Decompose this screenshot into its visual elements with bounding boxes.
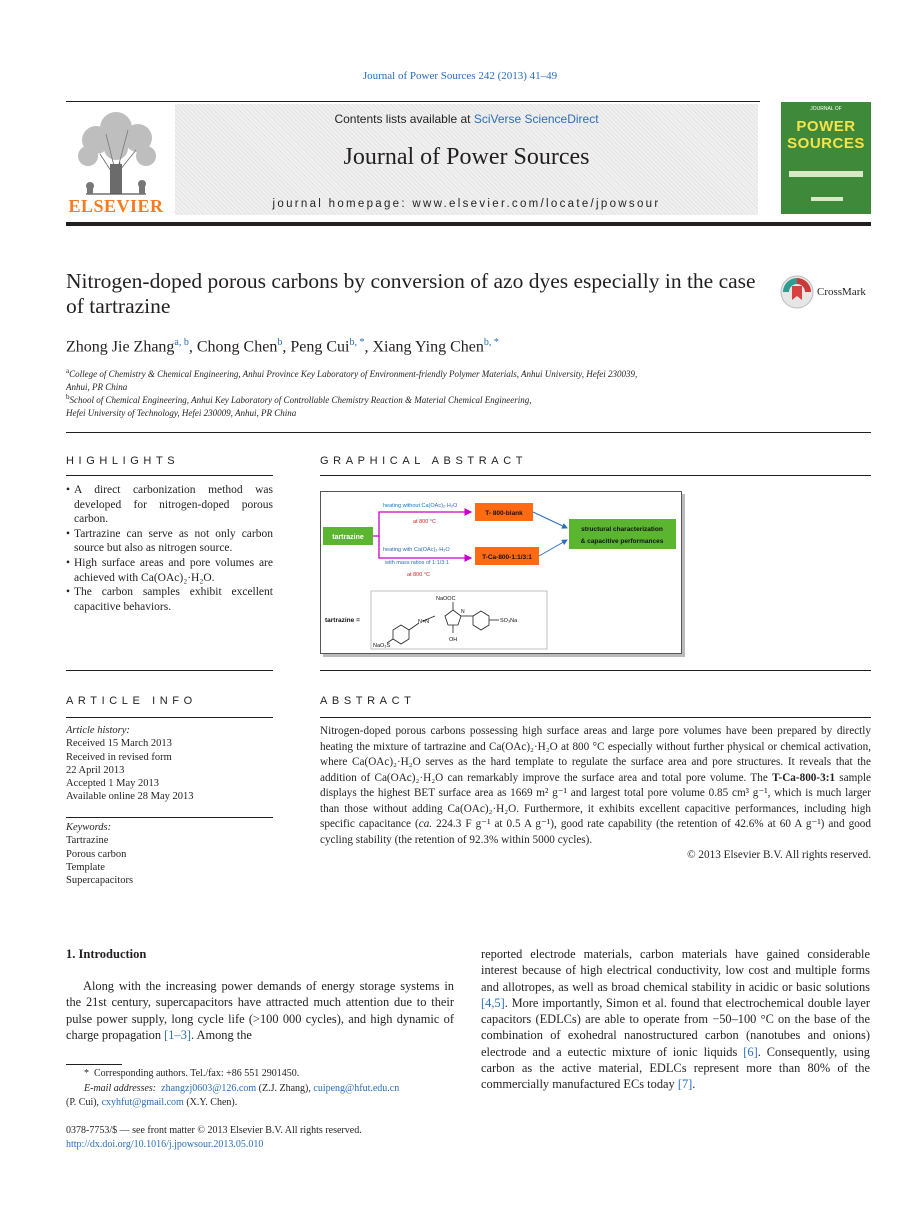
bottom-matter — [66, 1124, 362, 1152]
naooc-group: NaOOC — [436, 596, 456, 602]
reference-link[interactable]: [6] — [743, 1044, 758, 1059]
email-owner: (Z.J. Zhang), — [258, 1082, 311, 1094]
pyrazole-n: N — [461, 609, 465, 615]
email-link[interactable]: cuipeng@hfut.edu.cn — [313, 1082, 400, 1094]
footnote-corresponding — [66, 1067, 454, 1082]
reference-link[interactable]: [1–3] — [164, 1027, 192, 1042]
keywords-rule — [66, 817, 273, 818]
footnote-emails — [66, 1082, 454, 1097]
history-item: Received in revised form — [66, 751, 172, 763]
header-thick-rule — [66, 222, 871, 226]
email-link[interactable]: zhangzj0603@126.com — [161, 1082, 257, 1094]
tartrazine-box-label: tartrazine — [332, 534, 364, 541]
journal-citation[interactable]: Journal of Power Sources 242 (2013) 41–49 — [362, 70, 558, 82]
affiliation-line: Hefei University of Technology, Hefei 230009, Anhui, PR China — [66, 408, 297, 418]
upper-condition: heating without Ca(OAc)₂·H₂O — [383, 503, 458, 509]
email-owner: (X.Y. Chen). — [186, 1097, 238, 1109]
highlight-item: • The carbon samples exhibit excellent capacitive behaviors. — [66, 585, 273, 614]
lower-temp: at 800 °C — [407, 572, 430, 578]
affiliation-mark: b — [66, 393, 70, 401]
email-owner: (P. Cui), — [66, 1097, 100, 1109]
body-text: . — [692, 1077, 696, 1092]
contents-prefix: Contents lists available at — [334, 112, 474, 126]
article-info-rule — [66, 717, 273, 718]
abstract-ca: ca. — [418, 818, 433, 830]
keyword: Supercapacitors — [66, 875, 134, 887]
author-name: Zhong Jie Zhang — [66, 338, 175, 356]
lower-ratio: with mass ratios of 1:1/3:1 — [385, 560, 449, 566]
highlights-heading: HIGHLIGHTS — [66, 455, 180, 467]
body-text: Along with the increasing power demands of energy storage systems in the 21st century, supercapacitors have attracted much attention due to their pulse power supply, long cycle life (>100 000 cycles), and high dynamic of charge propagation — [66, 979, 454, 1042]
nao3s-group: NaO₃S — [373, 643, 391, 649]
abstract-heading: ABSTRACT — [320, 695, 416, 707]
keyword: Tartrazine — [66, 835, 109, 847]
lower-condition: heating with Ca(OAc)₂·H₂O — [383, 547, 450, 553]
highlight-item: • A direct carbonization method was developed for nitrogen-doped porous carbon. — [66, 483, 273, 527]
cover-title: POWER SOURCES — [787, 118, 865, 152]
crossmark-label[interactable]: CrossMark — [817, 286, 866, 298]
graphical-abstract-heading: GRAPHICAL ABSTRACT — [320, 455, 528, 467]
journal-cover — [781, 102, 871, 214]
author-name: Chong Chen — [196, 338, 278, 356]
affiliation-a — [66, 365, 786, 394]
highlights-list — [66, 483, 273, 614]
author-affiliation-mark[interactable]: b, * — [483, 337, 499, 348]
abstract-part: Nitrogen-doped porous carbons possessing high surface areas and large pore volumes have been prepared by directly heating the mixture of tartrazine and Ca(OAc)₂·H₂O at 800 °C especially without further physical or chemical activation, where Ca(OAc)₂·H₂O serves as the hard template to regulate the surface area and pore structures. It reveals that the addition of Ca(OAc)₂·H₂O can remarkably improve the surface area and total pore volume. The — [320, 725, 871, 784]
highlight-item: • Tartrazine can serve as not only carbon source but also as nitrogen source. — [66, 527, 273, 556]
author-name: Peng Cui — [290, 338, 350, 356]
contents-line — [175, 112, 758, 126]
history-item: Accepted 1 May 2013 — [66, 778, 160, 790]
affiliation-mark: a — [66, 367, 70, 375]
highlight-item: • High surface areas and pore volumes are achieved with Ca(OAc)₂·H₂O. — [66, 556, 273, 585]
footnote — [66, 1067, 454, 1111]
abstract-rule — [320, 717, 871, 718]
article-title: Nitrogen-doped porous carbons by conversion of azo dyes especially in the case of tartrazine — [66, 269, 756, 318]
tca800-label: T-Ca-800-1:1/3:1 — [482, 554, 532, 561]
author-affiliation-mark[interactable]: b, * — [349, 337, 365, 348]
cover-strip — [789, 171, 863, 177]
graphical-abstract-bottom-rule — [320, 670, 871, 671]
history-item: Received 15 March 2013 — [66, 738, 172, 750]
body-column-right — [481, 946, 870, 1093]
abstract-part: sample displays the highest BET surface area as 1669 m² g⁻¹ and largest total pore volume 0.85 cm³ g⁻¹, which is much larger than those without adding Ca(OAc)₂·H₂O. Furthermore, it exhibits excellent capacitive performances, including high specific capacitance ( — [320, 771, 871, 830]
structure-label: tartrazine = — [325, 617, 360, 624]
header-rule — [66, 101, 760, 102]
cover-journal-of: JOURNAL OF — [810, 106, 842, 112]
affiliation-line: Anhui, PR China — [66, 382, 128, 392]
keyword: Template — [66, 861, 105, 873]
journal-homepage[interactable]: journal homepage: www.elsevier.com/locate/jpowsour — [272, 198, 661, 210]
author-affiliation-mark[interactable]: a, b — [174, 337, 189, 348]
email-label: E-mail addresses: — [84, 1082, 157, 1094]
oh-group: OH — [449, 637, 458, 643]
reference-link[interactable]: [4,5] — [481, 995, 505, 1010]
history-item: 22 April 2013 — [66, 764, 125, 776]
elsevier-wordmark: ELSEVIER — [68, 196, 164, 216]
upper-merge-arrow — [533, 512, 567, 528]
upper-temp: at 800 °C — [413, 519, 436, 525]
highlights-rule — [66, 475, 273, 476]
body-text: . More importantly, Simon et al. found that electrochemical double layer capacitors (EDLCs) are able to operate from −50–100 °C on the base of the combination of exohedral nanostructured carbon (nanotubes and onions) electrode and a eutectic mixture of ionic liquids — [481, 995, 870, 1059]
abstract-part: 224.3 F g⁻¹ at 0.5 A g⁻¹), good rate capability (the retention of 42.6% at 60 A g⁻¹) and good cycling stability (the retention of 92.3% within 5000 cycles). — [320, 818, 871, 846]
affiliation-line — [66, 365, 786, 381]
so3na-group: SO₃Na — [500, 618, 518, 624]
crossmark-icon[interactable] — [779, 274, 815, 310]
footnote-corresponding-text: Corresponding authors. Tel./fax: +86 551 2901450. — [94, 1068, 300, 1079]
footnote-star: * — [84, 1068, 89, 1079]
affiliation-line — [66, 391, 786, 407]
affiliation-text: College of Chemistry & Chemical Engineering, Anhui Province Key Laboratory of Environment-friendly Polymer Materials, Anhui University, Hefei 230039, — [69, 369, 638, 379]
highlights-bottom-rule — [66, 670, 273, 671]
body-column-left — [66, 978, 454, 1043]
keyword: Porous carbon — [66, 848, 127, 860]
structure-frame — [371, 591, 547, 649]
author-list: Zhong Jie Zhang$^{a, b}$, Chong Chen$^b$, Peng Cui$^{b, *}$, Xiang Ying Chen$^{b, *}$ — [66, 337, 499, 356]
abstract-text — [320, 724, 871, 864]
keywords-label: Keywords: — [66, 822, 112, 833]
lower-merge-arrow — [539, 540, 567, 556]
doi-link[interactable]: http://dx.doi.org/10.1016/j.jpowsour.2013.05.010 — [66, 1139, 264, 1150]
issn-line: 0378-7753/$ — see front matter © 2013 Elsevier B.V. All rights reserved. — [66, 1125, 362, 1136]
result-line1: structural characterization — [581, 526, 663, 533]
body-text: reported electrode materials, carbon materials have gained considerable interest because of high electrical conductivity, low cost and multiple forms and allotropes, as well as broad chemical stability in acidic or basic solutions — [481, 947, 870, 994]
sciencedirect-link[interactable]: SciVerse ScienceDirect — [473, 112, 599, 126]
author-name: Xiang Ying Chen — [372, 338, 484, 356]
introduction-heading: 1. Introduction — [66, 947, 147, 961]
journal-name: Journal of Power Sources — [343, 144, 590, 170]
author-affiliation-mark[interactable]: b — [277, 337, 283, 348]
graphical-abstract-rule — [320, 475, 871, 476]
affiliation-rule — [66, 432, 871, 433]
history-item: Available online 28 May 2013 — [66, 791, 194, 803]
cover-strip-small — [811, 197, 843, 201]
azo-group: N=N — [418, 619, 430, 625]
result-line2: & capacitive performances — [580, 538, 664, 545]
keywords — [66, 821, 273, 887]
abstract-sample: T-Ca-800-3:1 — [772, 771, 836, 784]
history-label: Article history: — [66, 725, 130, 736]
body-text: . Among the — [191, 1027, 252, 1042]
t800-blank-label: T- 800-blank — [485, 510, 523, 517]
graphical-abstract-figure — [320, 491, 682, 654]
footnote-emails-cont — [66, 1096, 454, 1111]
footnote-rule — [66, 1064, 122, 1065]
affiliation-b — [66, 391, 786, 420]
reference-link[interactable]: [7] — [677, 1077, 693, 1092]
affiliation-text: School of Chemical Engineering, Anhui Key Laboratory of Controllable Chemistry Reaction & Material Chemical Engineering, — [69, 395, 532, 405]
email-link[interactable]: cxyhfut@gmail.com — [101, 1097, 184, 1109]
body-text: . Consequently, using carbon as the active material, EDLCs represent more than 80% of the commercially manufactured ECs today — [481, 1044, 870, 1092]
article-info-heading: ARTICLE INFO — [66, 695, 197, 707]
abstract-copyright: © 2013 Elsevier B.V. All rights reserved. — [687, 849, 871, 861]
article-info — [66, 724, 273, 804]
